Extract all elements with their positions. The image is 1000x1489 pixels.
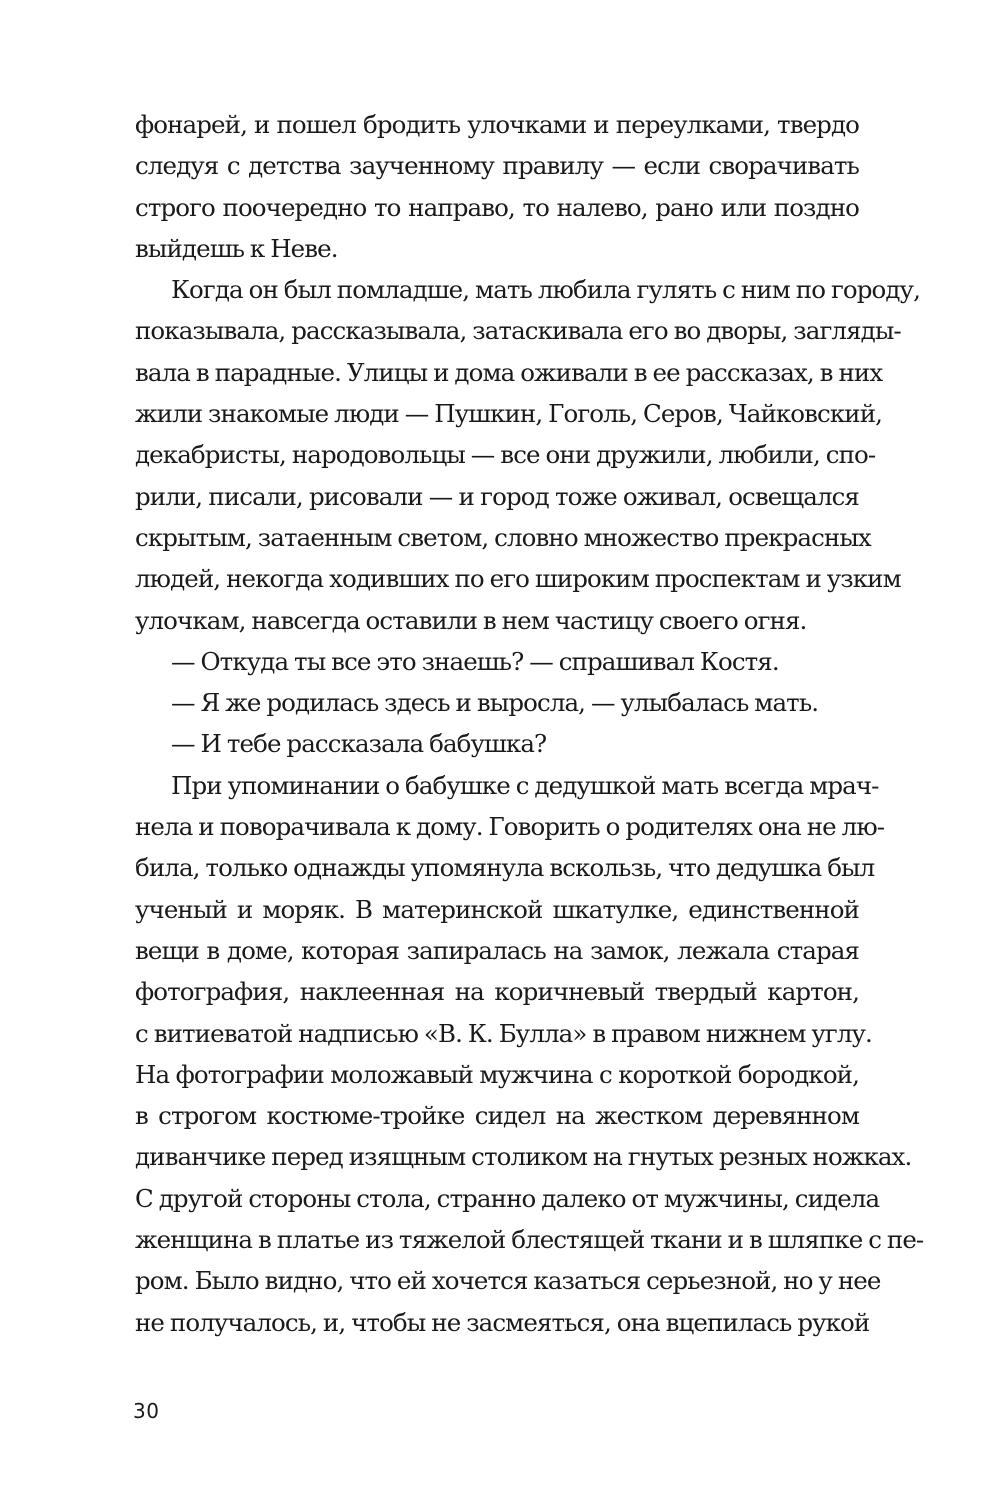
- page-number: 30: [133, 1399, 160, 1423]
- text-line: вала в парадные. Улицы и дома оживали в ее рассказах, в них: [135, 357, 883, 387]
- text-line: строго поочередно то направо, то налево, рано или поздно: [135, 192, 859, 222]
- text-line: женщина в платье из тяжелой блестящей ткани и в шляпке с пе-: [135, 1225, 924, 1255]
- dialogue-line: — И тебе рассказала бабушка?: [171, 729, 547, 759]
- text-line: декабристы, народовольцы — все они дружили, любили, спо-: [135, 440, 876, 470]
- text-line: нела и поворачивала к дому. Говорить о родителях она не лю-: [135, 812, 885, 842]
- text-line: Когда он был помладше, мать любила гулять с ним по городу,: [171, 275, 920, 305]
- text-line: фотография, наклеенная на коричневый твердый картон,: [135, 977, 859, 1007]
- body-text: [135, 104, 924, 1343]
- text-line: При упоминании о бабушке с дедушкой мать всегда мрач-: [171, 770, 879, 800]
- text-line: рили, писали, рисовали — и город тоже оживал, освещался: [135, 481, 859, 511]
- text-line: фонарей, и пошел бродить улочками и переулками, твердо: [135, 110, 859, 139]
- text-line: диванчике перед изящным столиком на гнутых резных ножках.: [135, 1142, 912, 1172]
- dialogue-line: — Я же родилась здесь и выросла, — улыбалась мать.: [171, 688, 819, 718]
- text-line: На фотографии моложавый мужчина с короткой бородкой,: [135, 1059, 859, 1089]
- text-line: ром. Было видно, что ей хочется казаться серьезной, но у нее: [135, 1266, 881, 1296]
- text-line: ученый и моряк. В материнской шкатулке, единственной: [135, 894, 859, 924]
- dialogue-line: — Откуда ты все это знаешь? — спрашивал Костя.: [171, 646, 779, 676]
- text-line: не получалось, и, чтобы не засмеяться, она вцепилась рукой: [135, 1307, 870, 1337]
- text-line: била, только однажды упомянула вскользь, что дедушка был: [135, 853, 875, 883]
- text-line: С другой стороны стола, странно далеко от мужчины, сидела: [135, 1183, 880, 1213]
- text-line: скрытым, затаенным светом, словно множество прекрасных: [135, 522, 871, 552]
- text-line: следуя с детства заученному правилу — если сворачивать: [135, 151, 859, 181]
- text-line: жили знакомые люди — Пушкин, Гоголь, Серов, Чайковский,: [135, 399, 883, 429]
- text-line: в строгом костюме-тройке сидел на жестком деревянном: [135, 1101, 859, 1131]
- text-line: показывала, рассказывала, затаскивала его во дворы, загляды-: [135, 316, 901, 346]
- text-line: вещи в доме, которая запиралась на замок, лежала старая: [135, 935, 859, 965]
- text-line: людей, некогда ходивших по его широким проспектам и узким: [135, 564, 901, 594]
- text-line: улочкам, навсегда оставили в нем частицу своего огня.: [135, 605, 807, 635]
- text-line: выйдешь к Неве.: [135, 233, 338, 263]
- text-line: с витиеватой надписью «В. К. Булла» в правом нижнем углу.: [135, 1018, 872, 1048]
